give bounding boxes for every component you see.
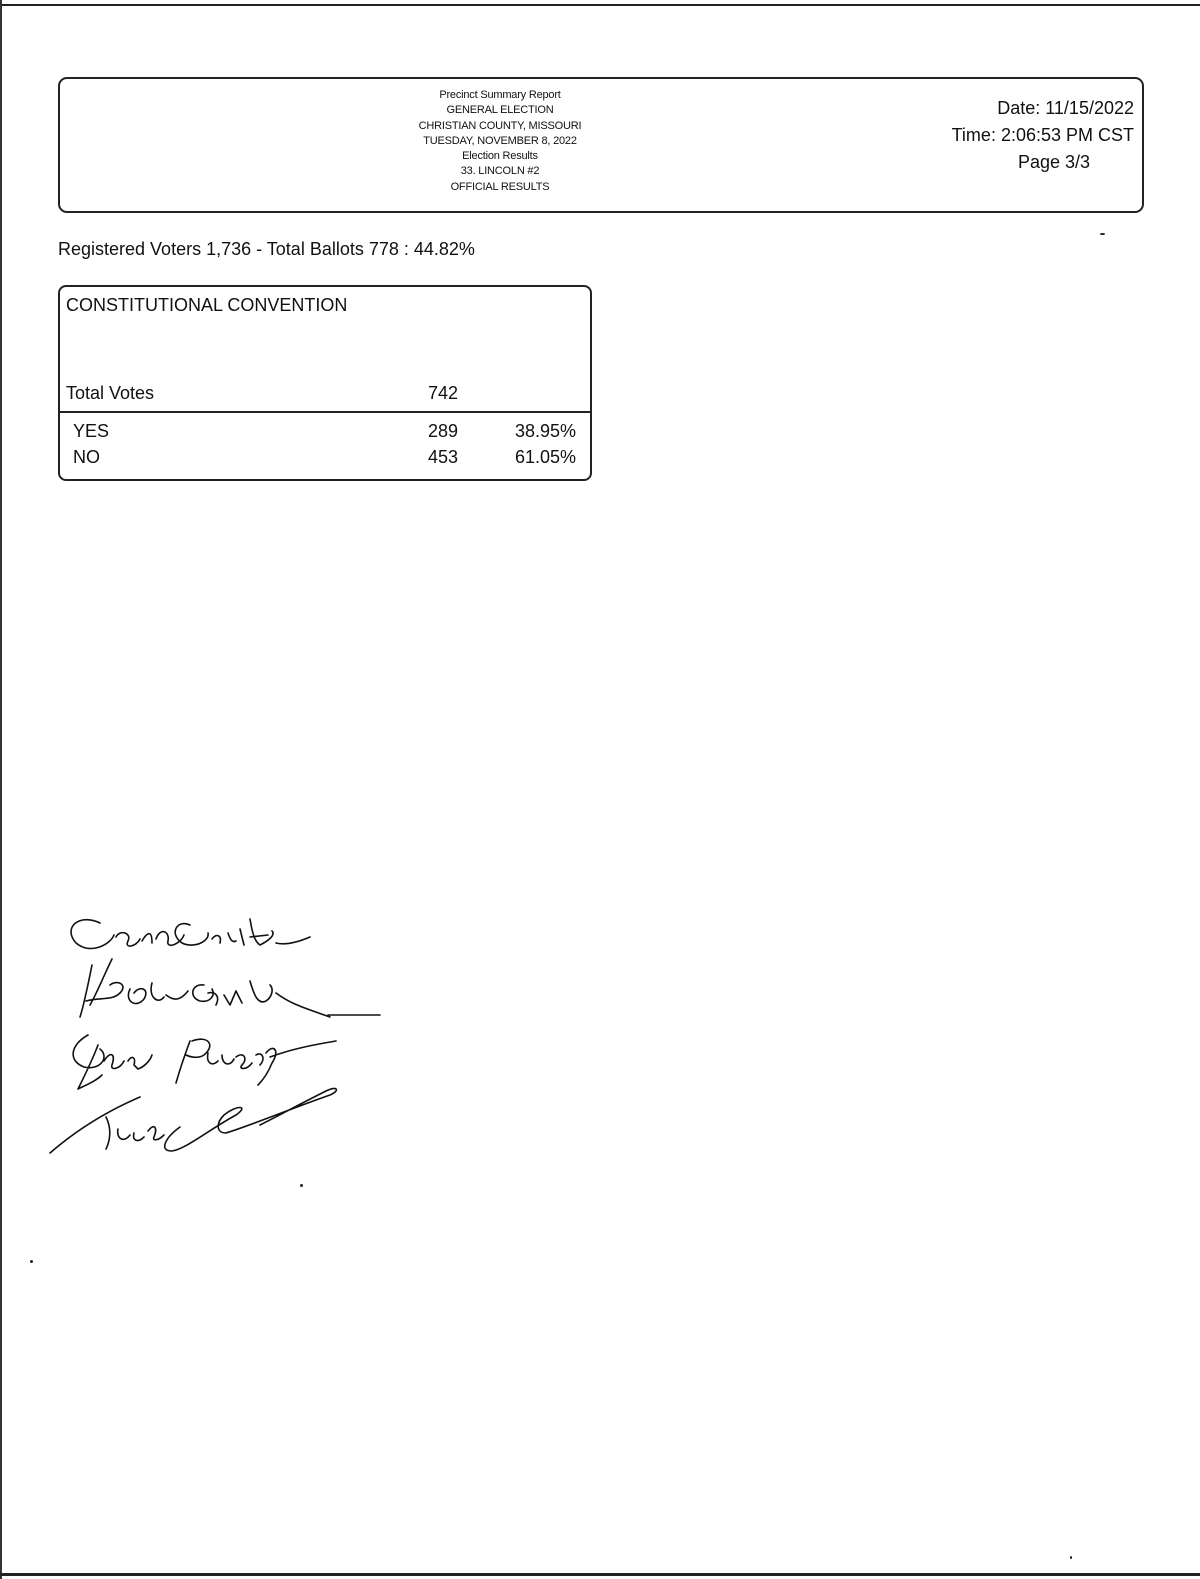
- report-title: Precinct Summary Report: [439, 89, 561, 101]
- scan-speck: [300, 1184, 303, 1187]
- official-label: OFFICIAL RESULTS: [450, 180, 550, 193]
- registration-summary: Registered Voters 1,736 - Total Ballots 778 : 44.82%: [58, 239, 475, 259]
- scan-speck: [30, 1260, 33, 1263]
- signature-2: [80, 959, 380, 1017]
- choice-name: NO: [73, 447, 100, 467]
- page-border-bottom: [0, 1573, 1200, 1576]
- results-label: Election Results: [462, 150, 538, 163]
- choice-percent: 38.95%: [514, 421, 576, 441]
- handwritten-signatures: [40, 905, 400, 1165]
- county-name: CHRISTIAN COUNTY, MISSOURI: [418, 119, 582, 132]
- contest-table: [58, 285, 592, 481]
- choice-name: YES: [73, 421, 110, 441]
- choice-votes: 453: [428, 447, 459, 467]
- report-date: Date: 11/15/2022: [997, 98, 1134, 118]
- election-name: GENERAL ELECTION: [446, 104, 554, 117]
- report-header: [58, 77, 1144, 213]
- precinct-name: 33. LINCOLN #2: [460, 165, 540, 178]
- election-date: TUESDAY, NOVEMBER 8, 2022: [423, 134, 577, 147]
- choice-votes: 289: [428, 421, 459, 441]
- scan-speck: [1100, 233, 1105, 235]
- page-border-top: [0, 4, 1200, 6]
- scan-speck: [1070, 1556, 1072, 1559]
- report-time: Time: 2:06:53 PM CST: [951, 125, 1134, 145]
- signature-4: [50, 1088, 336, 1153]
- report-meta: [914, 95, 1134, 176]
- page-border-left: [0, 0, 2, 1579]
- report-title-block: [400, 88, 600, 195]
- table-divider: [60, 411, 590, 413]
- signature-1: [71, 919, 310, 948]
- choice-percent: 61.05%: [514, 447, 576, 467]
- page-number: Page 3/3: [1017, 152, 1091, 172]
- total-votes-label: Total Votes: [66, 383, 155, 403]
- choice-row-no: [60, 447, 590, 471]
- choice-row-yes: [60, 421, 590, 445]
- total-votes-value: 742: [428, 383, 459, 403]
- signature-3: [73, 1035, 336, 1089]
- contest-title: CONSTITUTIONAL CONVENTION: [66, 295, 348, 315]
